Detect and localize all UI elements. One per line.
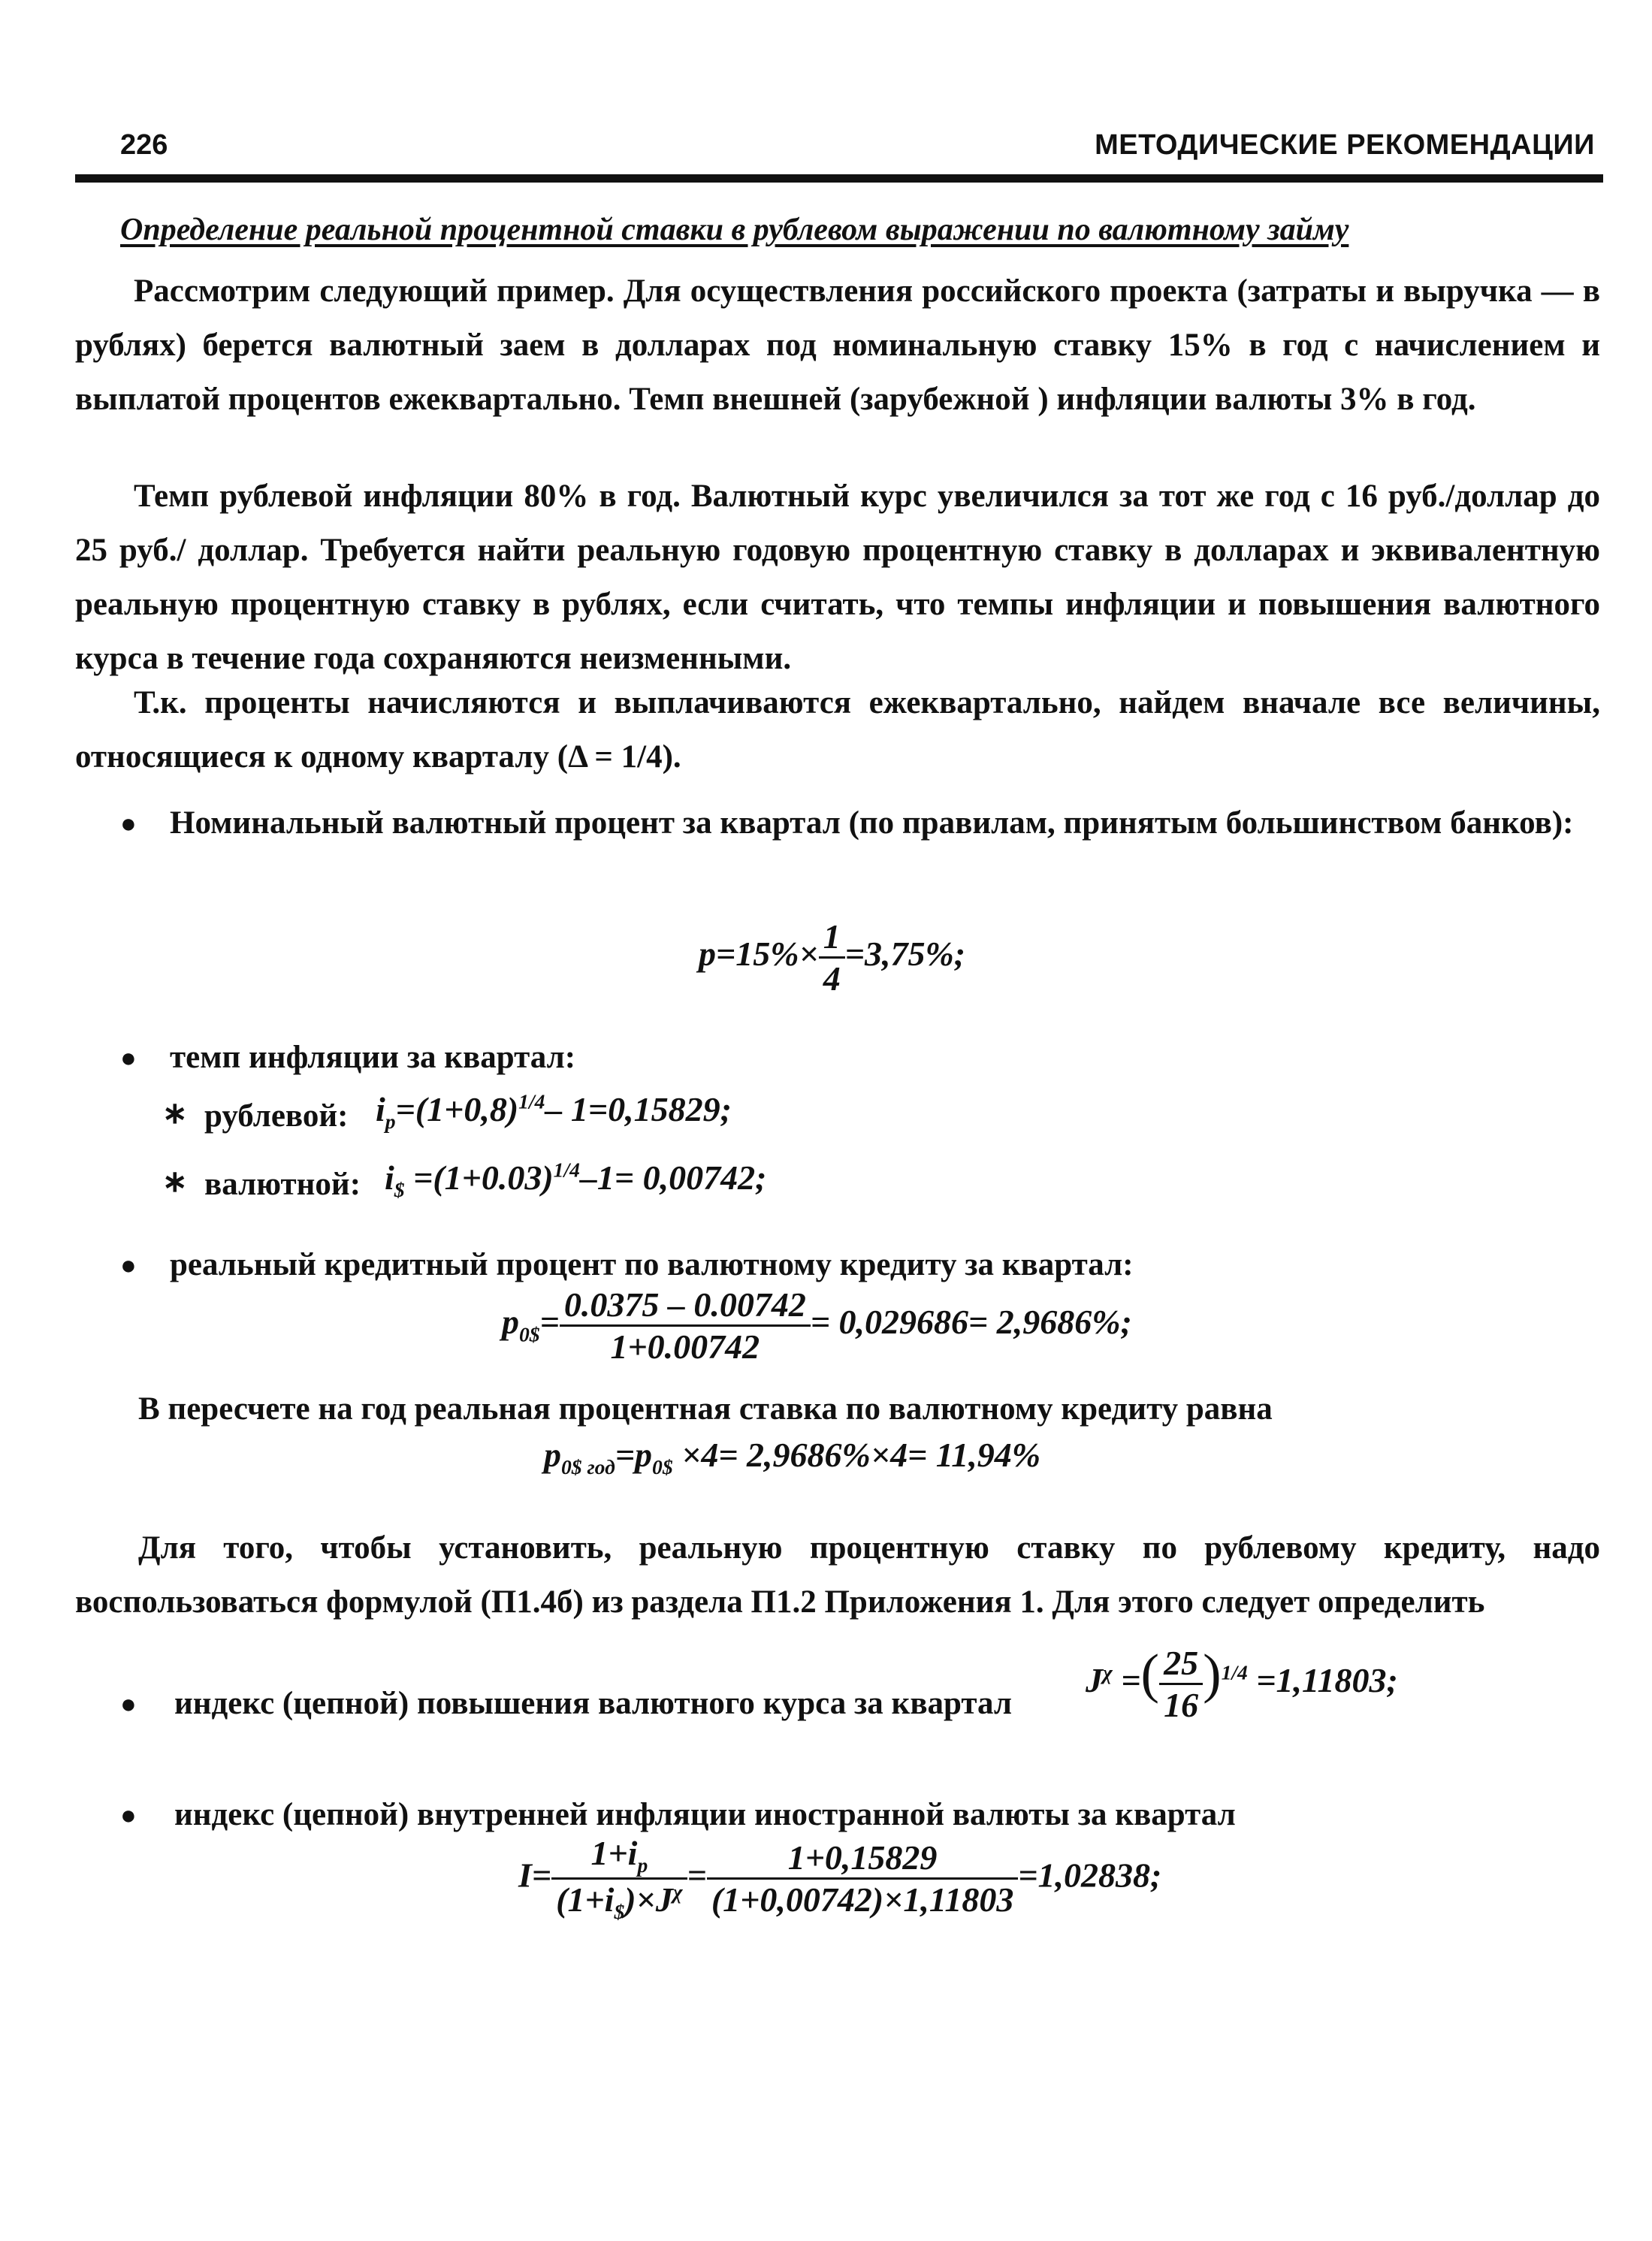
bullet-marker: ● xyxy=(120,1250,137,1280)
paragraph-ruble-credit: Для того, чтобы установить, реальную процентную ставку по рублевому кредиту, надо воспользоваться формулой (П1.4б) из раздела П1.2 Приложения 1. Для этого следует определить xyxy=(75,1530,1600,1620)
bullet-nominal-rate: Номинальный валютный процент за квартал (по правилам, принятым большинством банков): xyxy=(170,805,1574,841)
formula-ruble-inflation: $i_p=(1+0,8)^{1/4}-$ 1=0,15829; xyxy=(376,1089,732,1134)
bullet-inflation-quarter: темп инфляции за квартал: xyxy=(170,1040,576,1075)
annual-recalc-text: В пересчете на год реальная процентная ставка по валютному кредиту равна xyxy=(138,1391,1273,1427)
paragraph-quarterly: Т.к. проценты начисляются и выплачиваются ежеквартально, найдем вначале все величины, относящиеся к одному кварталу (Δ = 1/4). xyxy=(75,685,1600,775)
running-title: МЕТОДИЧЕСКИЕ РЕКОМЕНДАЦИИ xyxy=(1095,129,1595,161)
header-rule xyxy=(75,174,1603,183)
star-marker: ∗ xyxy=(162,1096,188,1130)
paragraph-ruble-inflation: Темп рублевой инфляции 80% в год. Валютный курс увеличился за тот же год с 16 руб./доллар до 25 руб./ доллар. Требуется найти реальную годовую процентную ставку в долларах и эквивалентную реальную процентную ставку в рублях, если считать, что темпы инфляции и повышения валютного курса в течение года сохраняются неизменными. xyxy=(75,479,1600,676)
formula-exchange-index: $J^\chi$ =( $\frac{25}{16}$ )$^{1/4}$ =1,11803; xyxy=(1086,1642,1398,1724)
bullet-real-credit-rate: реальный кредитный процент по валютному кредиту за квартал: xyxy=(170,1247,1134,1282)
ruble-label: рублевой: xyxy=(204,1098,349,1134)
paragraph-example-intro: Рассмотрим следующий пример. Для осуществления российского проекта (затраты и выручка — в рублях) берется валютный заем в долларах под номинальную ставку 15% в год с начислением и выплатой процентов ежеквартально. Темп внешней (зарубежной ) инфляции валюты 3% в год. xyxy=(75,273,1600,417)
formula-real-rate-quarter: $p_{0\$}=$ $\frac{0.0375 - 0.00742}{1+0.00742}$ = 0,029686= 2,9686%; xyxy=(502,1285,1132,1366)
star-marker: ∗ xyxy=(162,1164,188,1198)
formula-currency-inflation: $i_{\$} =(1+0.03)^{1/4}-1= 0,00742$; xyxy=(385,1158,767,1202)
bullet-marker: ● xyxy=(120,1800,137,1830)
bullet-marker: ● xyxy=(120,1689,137,1719)
currency-label: валютной: xyxy=(204,1167,361,1202)
bullet-marker: ● xyxy=(120,1043,137,1073)
formula-internal-inflation-index: I= $\frac{1+i_p}{(1+i_{\$})\times J^\chi}$ = $\frac{1+0,15829}{(1+0,00742)\times 1,11803}$ =1,02838; xyxy=(518,1834,1162,1924)
bullet-exchange-index: индекс (цепной) повышения валютного курса за квартал xyxy=(174,1686,1013,1721)
formula-nominal-rate: p=15%× $\frac{1}{4}$ =3,75%; xyxy=(699,917,966,998)
formula-annual-real-rate: $p_{0\$ год}=p_{0\$} \times 4= 2,9686\%\times 4= 11,94\%$ xyxy=(544,1436,1041,1479)
bullet-marker: ● xyxy=(120,808,137,838)
page-number: 226 xyxy=(120,129,168,161)
bullet-internal-inflation-index: индекс (цепной) внутренней инфляции иностранной валюты за квартал xyxy=(174,1797,1236,1832)
section-title: Определение реальной процентной ставки в рублевом выражении по валютному займу xyxy=(120,213,1349,247)
